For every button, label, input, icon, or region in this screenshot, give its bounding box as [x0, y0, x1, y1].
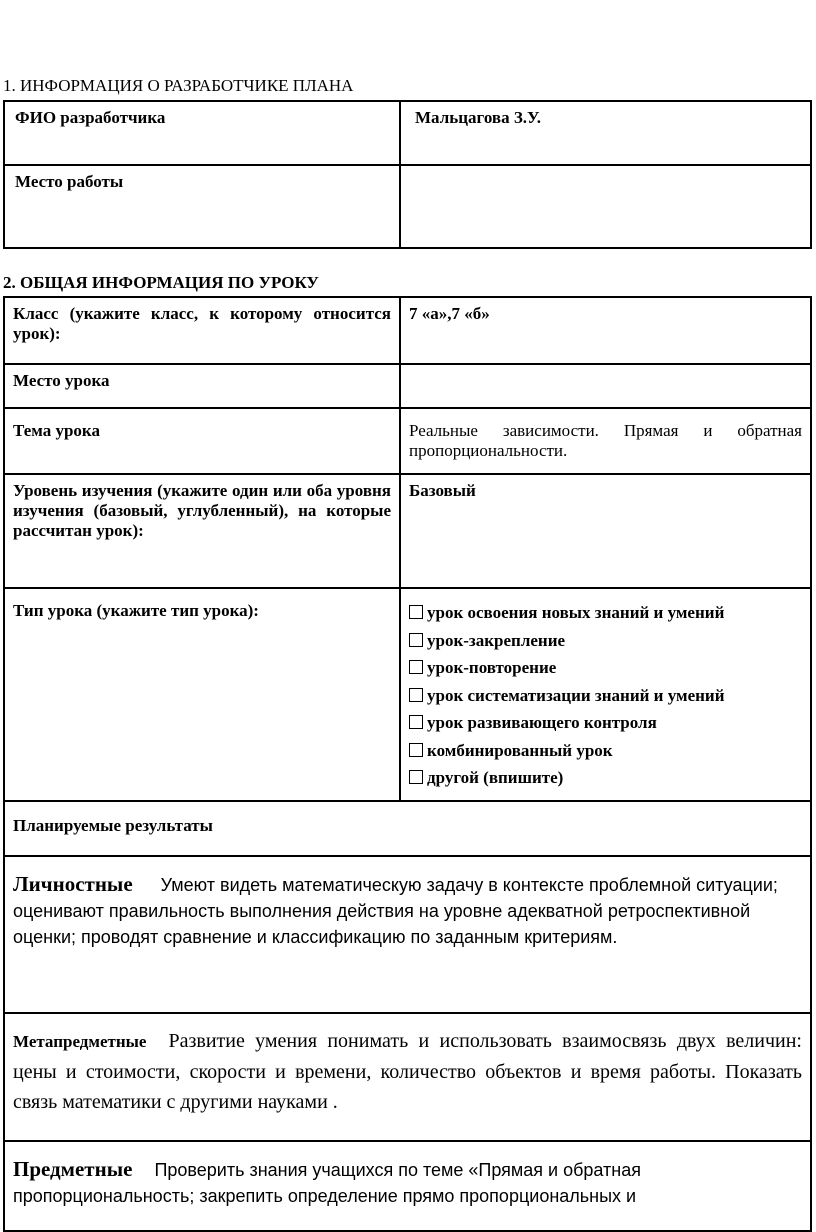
type-option[interactable]: урок-повторение: [409, 654, 802, 682]
fio-label: ФИО разработчика: [4, 101, 400, 165]
personal-text: Умеют видеть математическую задачу в контексте проблемной ситуации; оценивают правильность выполнения действия на уровне адекватной ретроспективной оценки; проводят сравнение и классификацию по заданным критериям.: [13, 875, 778, 947]
place-value: [400, 364, 811, 408]
checkbox-icon[interactable]: [409, 633, 423, 647]
meta-results: [4, 1013, 811, 1141]
checkbox-icon[interactable]: [409, 743, 423, 757]
subject-label: Предметные: [13, 1157, 133, 1181]
type-option[interactable]: урок систематизации знаний и умений: [409, 682, 802, 710]
subject-text: Проверить знания учащихся по теме «Прямая и обратная пропорциональность; закрепить определение прямо пропорциональных и: [13, 1160, 641, 1206]
type-option[interactable]: урок-закрепление: [409, 627, 802, 655]
workplace-value: [400, 165, 811, 248]
subject-results: [4, 1141, 811, 1231]
meta-text: Развитие умения понимать и использовать взаимосвязь двух величин: цены и стоимости, скорости и времени, количество объектов и время работы. Показать связь математики с другими науками .: [13, 1030, 802, 1113]
type-option[interactable]: урок развивающего контроля: [409, 709, 802, 737]
section1-heading: 1. ИНФОРМАЦИЯ О РАЗРАБОТЧИКЕ ПЛАНА: [3, 76, 354, 95]
workplace-label: Место работы: [4, 165, 400, 248]
checkbox-icon[interactable]: [409, 770, 423, 784]
personal-results: [4, 856, 811, 1013]
checkbox-icon[interactable]: [409, 660, 423, 674]
developer-table: [3, 100, 812, 249]
place-label: Место урока: [4, 364, 400, 408]
level-label: Уровень изучения (укажите один или оба уровня изучения (базовый, углубленный), на которые рассчитан урок):: [4, 474, 400, 588]
type-options: [400, 588, 811, 801]
lesson-table: [3, 296, 812, 1232]
checkbox-icon[interactable]: [409, 605, 423, 619]
topic-value: Реальные зависимости. Прямая и обратная пропорциональности.: [400, 408, 811, 474]
fio-value: Мальцагова З.У.: [400, 101, 811, 165]
results-label: Планируемые результаты: [4, 801, 811, 856]
class-label: Класс (укажите класс, к которому относится урок):: [4, 297, 400, 364]
section2-heading: 2. ОБЩАЯ ИНФОРМАЦИЯ ПО УРОКУ: [3, 273, 319, 292]
topic-label: Тема урока: [4, 408, 400, 474]
checkbox-icon[interactable]: [409, 715, 423, 729]
class-value: 7 «а»,7 «б»: [400, 297, 811, 364]
checkbox-icon[interactable]: [409, 688, 423, 702]
meta-label: Метапредметные: [13, 1032, 147, 1051]
type-option[interactable]: комбинированный урок: [409, 737, 802, 765]
type-option[interactable]: урок освоения новых знаний и умений: [409, 599, 802, 627]
type-label: Тип урока (укажите тип урока):: [4, 588, 400, 801]
type-option[interactable]: другой (впишите): [409, 764, 802, 792]
level-value: Базовый: [400, 474, 811, 588]
personal-label: Личностные: [13, 872, 133, 896]
